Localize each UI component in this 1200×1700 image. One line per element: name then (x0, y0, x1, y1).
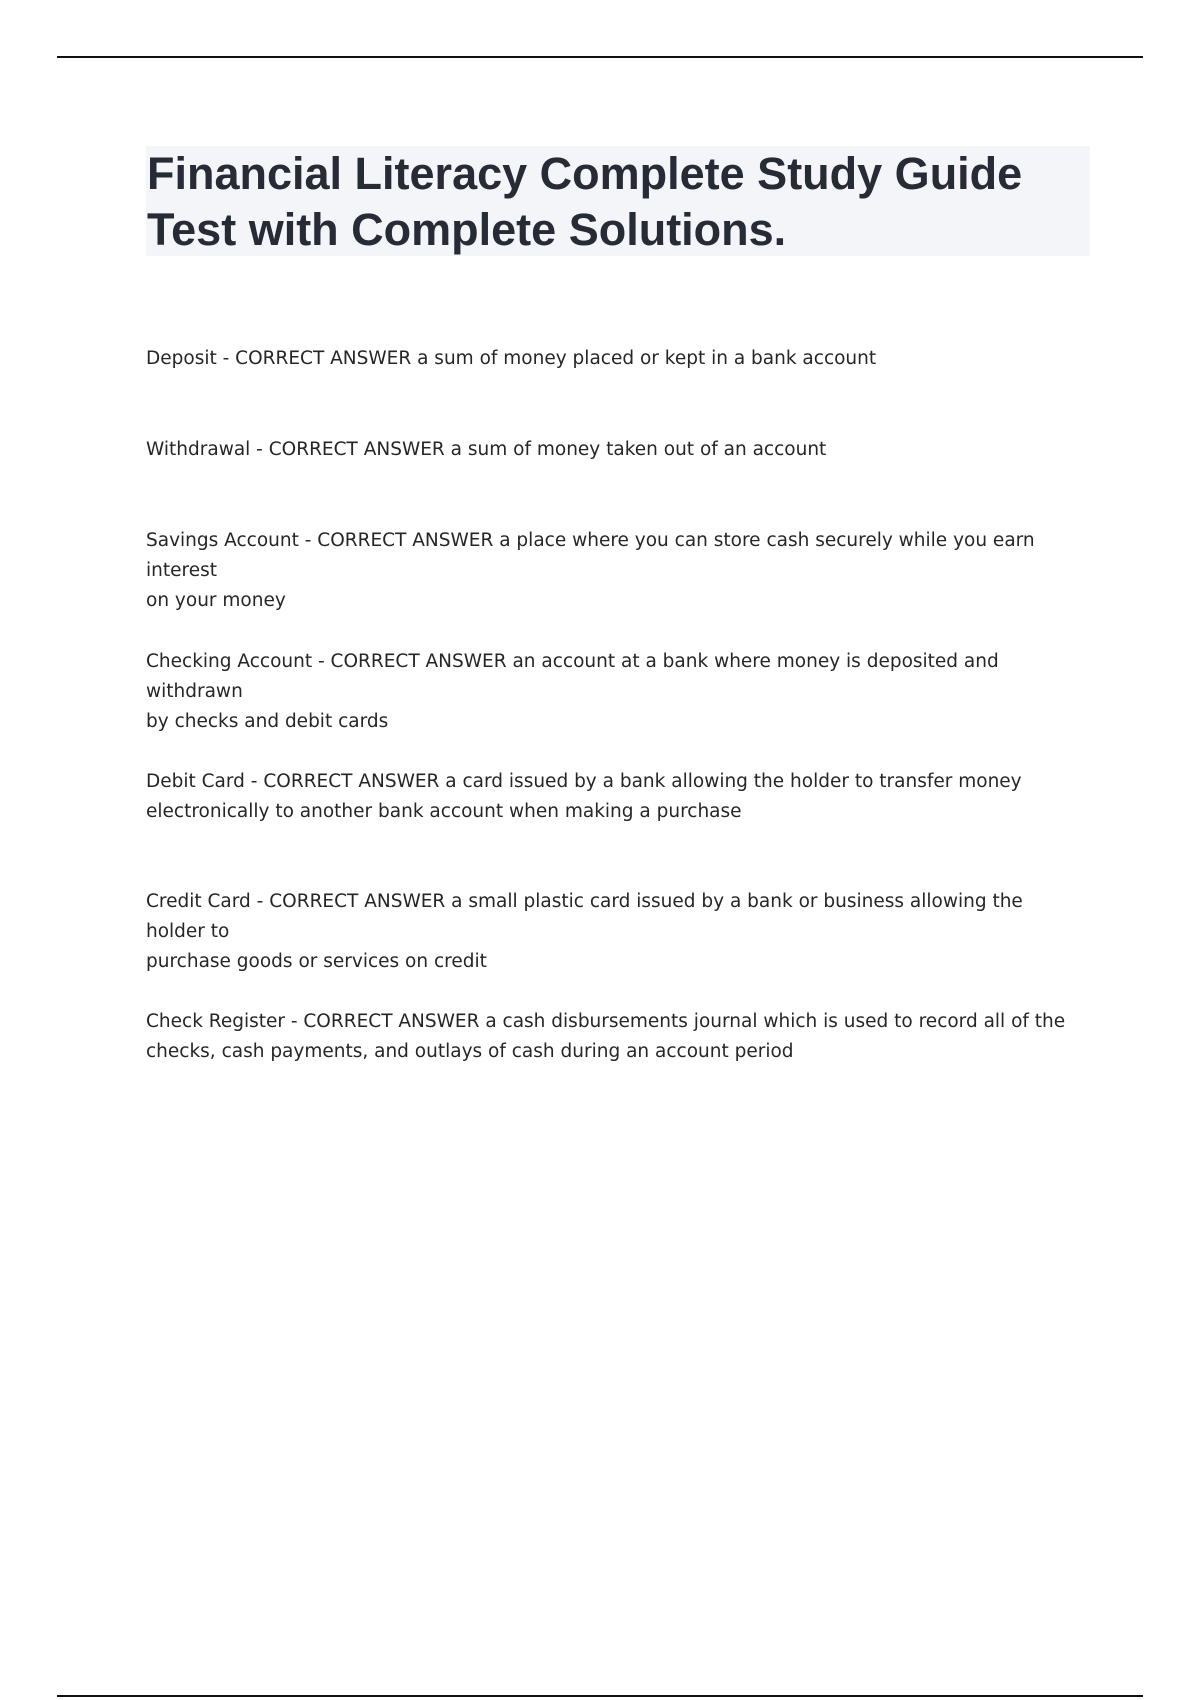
entry-text-line-1: Check Register - CORRECT ANSWER a cash disbursements journal which is used to record all of the (146, 1011, 1066, 1032)
entry-text-line-1: Checking Account - CORRECT ANSWER an account at a bank where money is deposited and withdrawn (146, 651, 999, 702)
title-block (146, 146, 1090, 256)
entry-deposit (146, 344, 876, 374)
entry-debit-card (146, 767, 1022, 827)
title-line-2: Test with Complete Solutions. (147, 204, 787, 255)
entry-text-line-1: Credit Card - CORRECT ANSWER a small plastic card issued by a bank or business allowing the holder to (146, 891, 1023, 942)
entry-text-line-2: by checks and debit cards (146, 711, 389, 732)
entry-credit-card (146, 887, 1086, 977)
entry-text-line-2: purchase goods or services on credit (146, 951, 487, 972)
entry-text-line-2: electronically to another bank account when making a purchase (146, 801, 742, 822)
entry-withdrawal (146, 435, 826, 465)
entry-text-line-1: Savings Account - CORRECT ANSWER a place where you can store cash securely while you earn interest (146, 530, 1035, 581)
entry-text: Deposit - CORRECT ANSWER a sum of money placed or kept in a bank account (146, 348, 877, 369)
page-title (146, 146, 1090, 258)
entry-savings-account (146, 526, 1086, 616)
entry-text: Withdrawal - CORRECT ANSWER a sum of money taken out of an account (146, 439, 827, 460)
footer-rule (57, 1695, 1143, 1697)
title-line-1: Financial Literacy Complete Study Guide (147, 148, 1023, 199)
header-rule (57, 56, 1143, 58)
entry-text-line-2: on your money (146, 590, 286, 611)
entry-text-line-1: Debit Card - CORRECT ANSWER a card issued by a bank allowing the holder to transfer money (146, 771, 1022, 792)
entry-checking-account (146, 647, 1086, 737)
entry-check-register (146, 1007, 1065, 1067)
entry-text-line-2: checks, cash payments, and outlays of cash during an account period (146, 1041, 794, 1062)
